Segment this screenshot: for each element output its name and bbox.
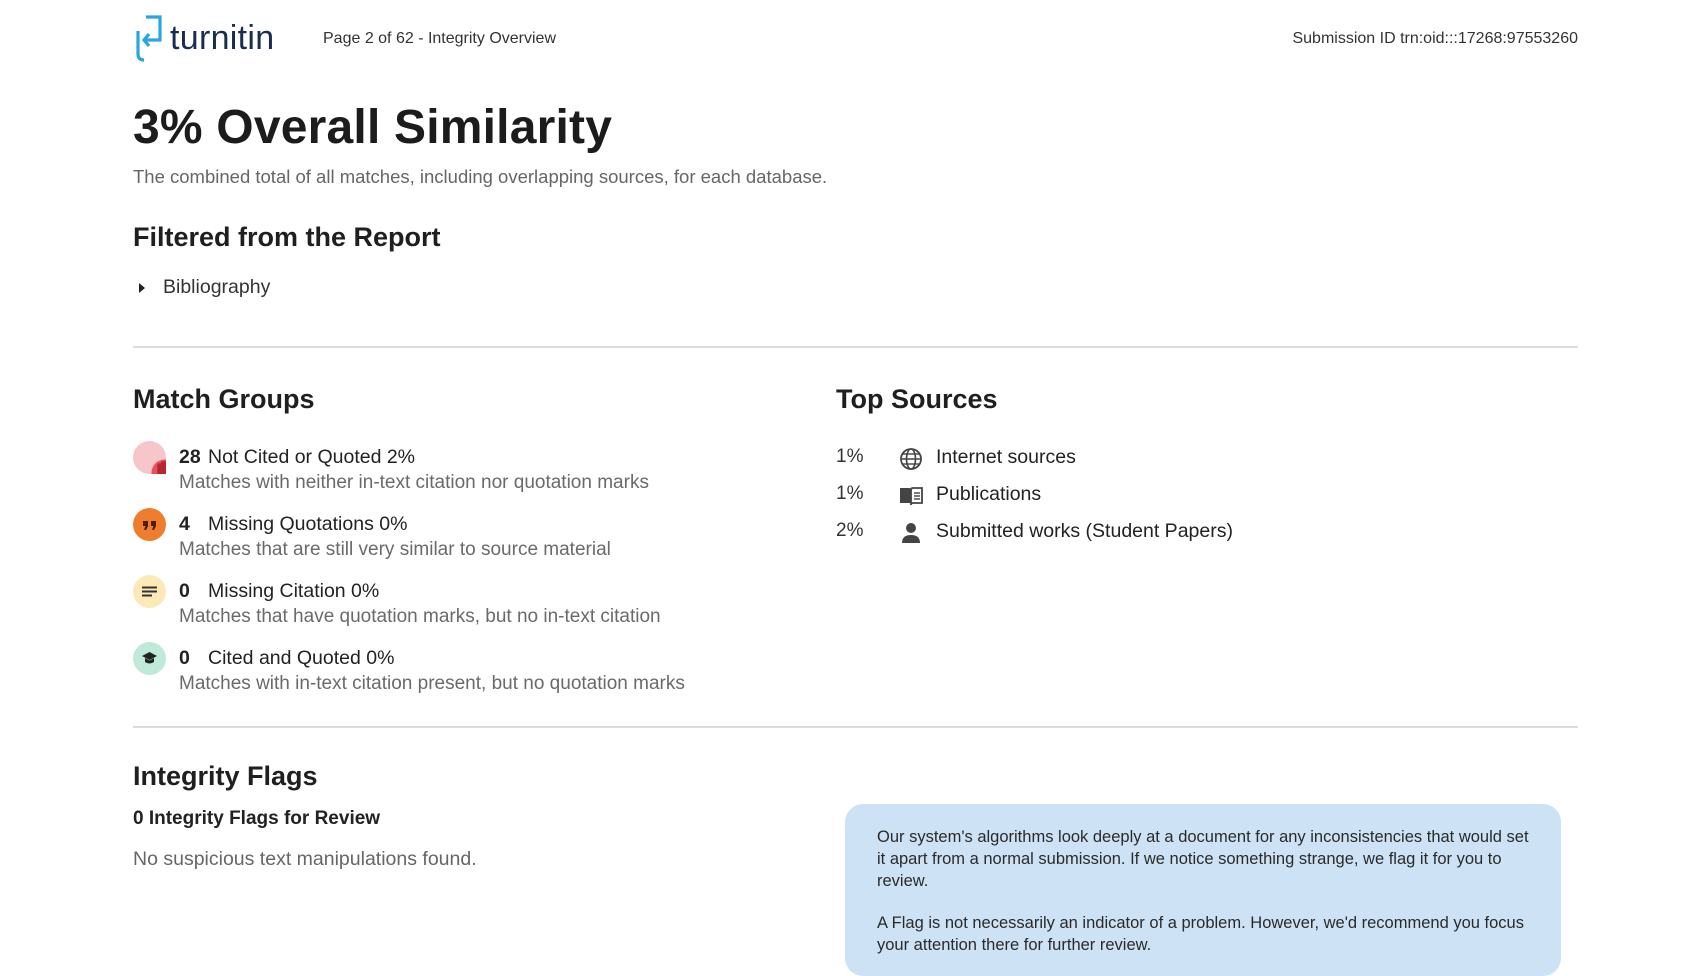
- match-label: Missing Quotations 0%: [208, 513, 408, 535]
- match-group-cited-and-quoted: [133, 641, 833, 708]
- source-publications: [836, 483, 1436, 520]
- book-icon: [899, 484, 923, 508]
- match-description: Matches that have quotation marks, but no in-text citation: [179, 606, 661, 627]
- flags-count: 0 Integrity Flags for Review: [133, 808, 381, 829]
- match-label: Missing Citation 0%: [208, 580, 380, 602]
- source-internet: [836, 446, 1436, 483]
- brand-name: turnitin: [170, 19, 275, 57]
- caret-right-icon: [139, 283, 145, 293]
- flags-status: No suspicious text manipulations found.: [133, 848, 477, 870]
- match-count: 0: [179, 580, 190, 602]
- match-description: Matches that are still very similar to source material: [179, 539, 611, 560]
- page-subtitle: The combined total of all matches, including overlapping sources, for each database.: [133, 166, 828, 187]
- source-label: Submitted works (Student Papers): [936, 520, 1233, 542]
- match-group-missing-quotations: [133, 507, 833, 574]
- globe-icon: [899, 447, 923, 471]
- integrity-flags-title: Integrity Flags: [133, 761, 318, 791]
- source-submitted-works: [836, 520, 1436, 557]
- match-count: 4: [179, 513, 190, 535]
- filtered-title: Filtered from the Report: [133, 222, 441, 252]
- match-description: Matches with in-text citation present, but no quotation marks: [179, 673, 685, 694]
- page-title: 3% Overall Similarity: [133, 101, 613, 154]
- divider: [133, 726, 1578, 728]
- match-label: Cited and Quoted 0%: [208, 647, 395, 669]
- match-count: 28: [179, 446, 201, 468]
- page-indicator: Page 2 of 62 - Integrity Overview: [323, 30, 556, 47]
- submission-id: Submission ID trn:oid:::17268:97553260: [1292, 30, 1578, 47]
- match-group-missing-citation: [133, 574, 833, 641]
- source-percent: 2%: [836, 520, 864, 541]
- source-label: Internet sources: [936, 446, 1076, 468]
- person-icon: [899, 521, 923, 545]
- page-header: [133, 12, 1578, 68]
- quote-icon: [133, 508, 166, 541]
- info-paragraph: Our system's algorithms look deeply at a document for any inconsistencies that would set it apart from a normal submission. If we notice something strange, we flag it for you to review.: [877, 828, 1529, 890]
- match-label: Not Cited or Quoted 2%: [208, 446, 416, 468]
- source-label: Publications: [936, 483, 1042, 505]
- top-sources-list: [836, 446, 1436, 557]
- stop-icon: [133, 441, 166, 474]
- match-description: Matches with neither in-text citation nor quotation marks: [179, 472, 649, 493]
- match-group-not-cited: [133, 440, 833, 507]
- match-groups-title: Match Groups: [133, 384, 315, 414]
- match-count: 0: [179, 647, 190, 669]
- top-sources-title: Top Sources: [836, 384, 998, 414]
- turnitin-logo-icon: [133, 14, 165, 62]
- lines-icon: [133, 575, 166, 608]
- match-groups-list: [133, 440, 833, 708]
- info-paragraph: A Flag is not necessarily an indicator of a problem. However, we'd recommend you focus your attention there for further review.: [877, 914, 1524, 954]
- flags-info-box: [845, 804, 1561, 976]
- filter-item-bibliography[interactable]: [139, 276, 270, 299]
- filter-item-label: Bibliography: [163, 276, 271, 298]
- source-percent: 1%: [836, 483, 864, 504]
- source-percent: 1%: [836, 446, 864, 467]
- turnitin-logo[interactable]: [133, 14, 274, 62]
- graduation-cap-icon: [133, 642, 166, 675]
- divider: [133, 346, 1578, 348]
